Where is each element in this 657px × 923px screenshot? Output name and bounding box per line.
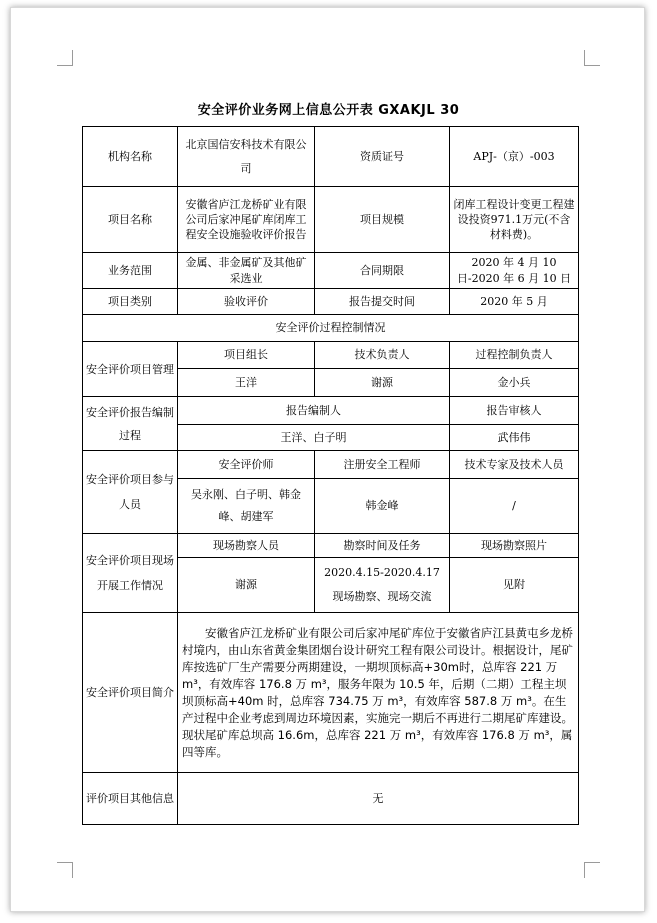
intro-text: 安徽省庐江龙桥矿业有限公司后家冲尾矿库位于安徽省庐江县黄屯乡龙桥村境内，由山东省黄金集团烟台设计研究工程有限公司设计。根据设计，尾矿库按选矿厂生产需要分两期建设，一期坝顶标高+30m时，总库容 221 万 m³，有效库容 176.8 万 m³，服务年限为 10.5 年，后期（二期）工程主坝坝顶标高+40m 时，总库容 734.75 万 m³，有效库容 587.8 万 m³。在生产过程中企业考虑到周边环境因素，实施完一期后不再进行二期尾矿库建设。现状尾矿库总坝高 16.6m，总库容 221 万 m³，有效库容 176.8 万 m³，属四等库。 xyxy=(182,625,573,759)
table-row xyxy=(83,289,579,315)
mgmt-label: 安全评价项目管理 xyxy=(83,342,178,397)
other-label: 评价项目其他信息 xyxy=(83,773,178,825)
submit-label: 报告提交时间 xyxy=(315,289,450,315)
margin-mark-bottom-left xyxy=(57,862,73,878)
staff-value-expert: / xyxy=(450,479,579,534)
site-header-photos: 现场勘察照片 xyxy=(450,534,579,558)
project-name-label: 项目名称 xyxy=(83,187,178,253)
other-value: 无 xyxy=(178,773,579,825)
cert-label: 资质证号 xyxy=(315,127,450,187)
scale-label: 项目规模 xyxy=(315,187,450,253)
site-value-tasks: 2020.4.15-2020.4.17 现场勘察、现场交流 xyxy=(315,558,450,613)
staff-value-engineer: 韩金峰 xyxy=(315,479,450,534)
mgmt-value-leader: 王洋 xyxy=(178,369,315,397)
staff-header-assessor: 安全评价师 xyxy=(178,451,315,479)
margin-mark-top-right xyxy=(584,50,600,66)
process-header: 安全评价过程控制情况 xyxy=(83,315,579,342)
report-header-author: 报告编制人 xyxy=(178,397,450,425)
cert-value: APJ-（京）-003 xyxy=(450,127,579,187)
scale-value: 闭库工程设计变更工程建设投资971.1万元(不含材料费)。 xyxy=(450,187,579,253)
staff-header-expert: 技术专家及技术人员 xyxy=(450,451,579,479)
report-label: 安全评价报告编制过程 xyxy=(83,397,178,451)
staff-label: 安全评价项目参与人员 xyxy=(83,451,178,534)
business-value: 金属、非金属矿及其他矿采选业 xyxy=(178,253,315,289)
report-header-reviewer: 报告审核人 xyxy=(450,397,579,425)
document-title: 安全评价业务网上信息公开表 GXAKJL 30 xyxy=(197,103,460,118)
org-label: 机构名称 xyxy=(83,127,178,187)
site-header-tasks: 勘察时间及任务 xyxy=(315,534,450,558)
report-value-author: 王洋、白子明 xyxy=(178,425,450,451)
submit-value: 2020 年 5 月 xyxy=(450,289,579,315)
table-row xyxy=(83,315,579,342)
site-value-photos: 见附 xyxy=(450,558,579,613)
contract-value: 2020 年 4 月 10 日-2020 年 6 月 10 日 xyxy=(450,253,579,289)
org-value: 北京国信安科技术有限公司 xyxy=(178,127,315,187)
contract-label: 合同期限 xyxy=(315,253,450,289)
table-row xyxy=(83,127,579,187)
table-row xyxy=(83,253,579,289)
mgmt-value-tech: 谢源 xyxy=(315,369,450,397)
site-value-people: 谢源 xyxy=(178,558,315,613)
margin-mark-bottom-right xyxy=(584,862,600,878)
project-name-value: 安徽省庐江龙桥矿业有限公司后家冲尾矿库闭库工程安全设施验收评价报告 xyxy=(178,187,315,253)
intro-cell xyxy=(178,613,579,773)
site-label: 安全评价项目现场开展工作情况 xyxy=(83,534,178,613)
info-table xyxy=(82,126,579,825)
report-value-reviewer: 武伟伟 xyxy=(450,425,579,451)
table-row xyxy=(83,451,579,479)
table-row xyxy=(83,397,579,425)
table-row xyxy=(83,342,579,369)
margin-mark-top-left xyxy=(57,50,73,66)
business-label: 业务范围 xyxy=(83,253,178,289)
mgmt-value-process: 金小兵 xyxy=(450,369,579,397)
table-row xyxy=(83,534,579,558)
staff-value-assessor: 吴永刚、白子明、韩金峰、胡建军 xyxy=(178,479,315,534)
mgmt-header-tech: 技术负责人 xyxy=(315,342,450,369)
category-value: 验收评价 xyxy=(178,289,315,315)
intro-label: 安全评价项目简介 xyxy=(83,613,178,773)
table-row xyxy=(83,773,579,825)
staff-header-engineer: 注册安全工程师 xyxy=(315,451,450,479)
mgmt-header-leader: 项目组长 xyxy=(178,342,315,369)
site-header-people: 现场勘察人员 xyxy=(178,534,315,558)
table-row xyxy=(83,613,579,773)
mgmt-header-process: 过程控制负责人 xyxy=(450,342,579,369)
category-label: 项目类别 xyxy=(83,289,178,315)
table-row xyxy=(83,187,579,253)
